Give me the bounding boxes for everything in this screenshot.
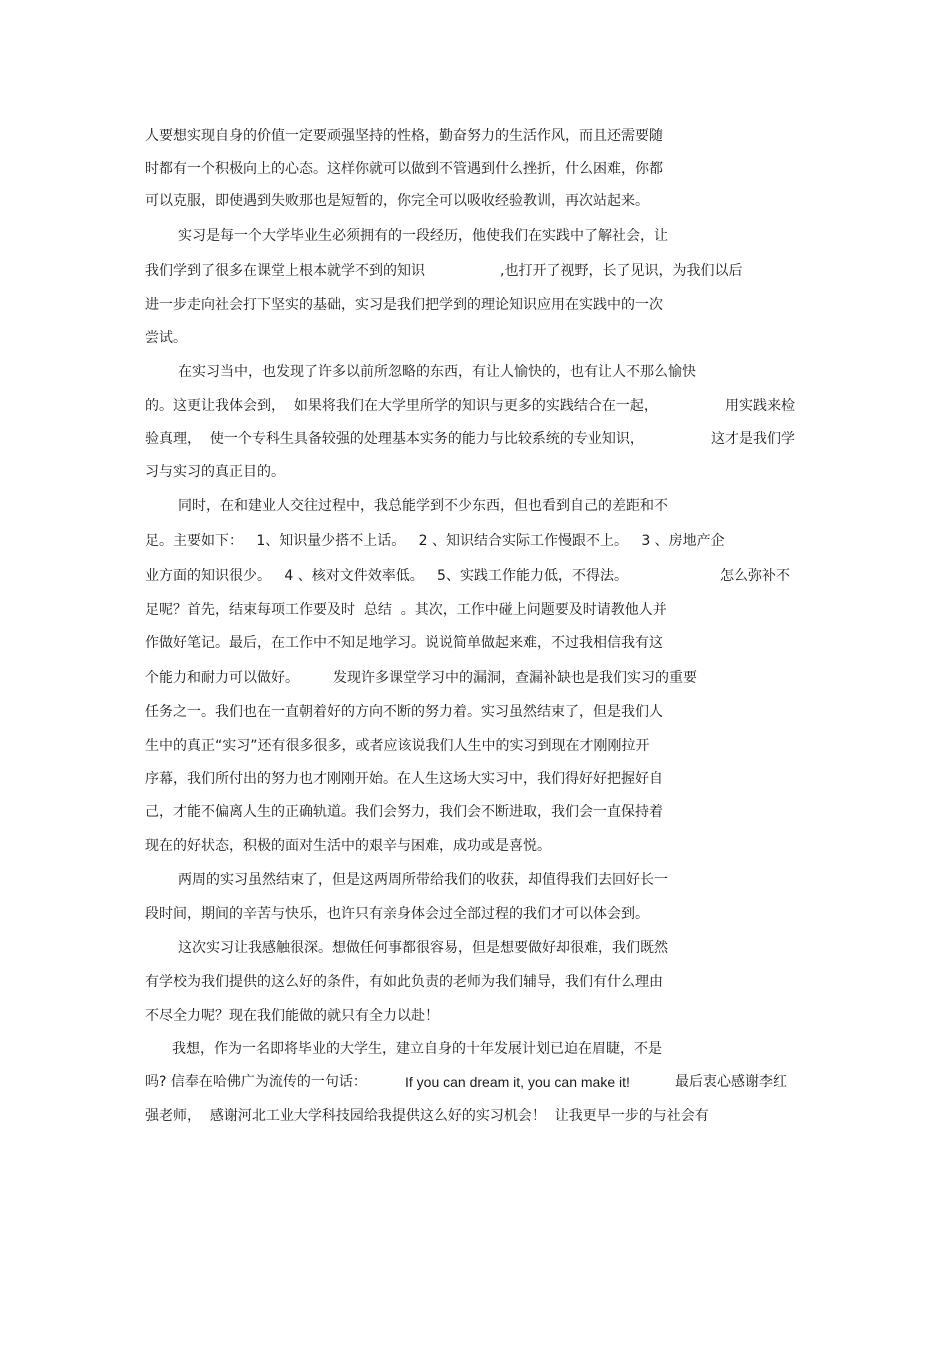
text-line: 己，才能不偏离人生的正确轨道。我们会努力，我们会不断进取，我们会一直保持着 <box>145 804 663 820</box>
paragraph-start-line: 实习是每一个大学毕业生必须拥有的一段经历，他使我们在实践中了解社会，让 <box>178 228 668 244</box>
text-line: 足。主要如下： 1、知识量少搭不上话。 2 、知识结合实际工作慢跟不上。 3 、房地产企 <box>145 533 725 549</box>
text-segment: 这才是我们学 <box>711 431 795 447</box>
text-line: 强老师， 感谢河北工业大学科技园给我提供这么好的实习机会！ 让我更早一步的与社会有 <box>145 1108 709 1124</box>
text-segment: 的。这更让我体会到， 如果将我们在大学里所学的知识与更多的实践结合在一起， <box>145 398 658 414</box>
text-line: 序幕，我们所付出的努力也才刚刚开始。在人生这场大实习中，我们得好好把握好自 <box>145 771 663 787</box>
text-line: 现在的好状态，积极的面对生活中的艰辛与困难，成功或是喜悦。 <box>145 838 551 854</box>
text-segment: ,也打开了视野，长了见识，为我们以后 <box>500 263 743 279</box>
paragraph-start-line: 在实习当中，也发现了许多以前所忽略的东西，有让人愉快的，也有让人不那么愉快 <box>178 364 696 380</box>
text-line: 段时间，期间的辛苦与快乐，也许只有亲身体会过全部过程的我们才可以体会到。 <box>145 906 649 922</box>
text-segment: 最后衷心感谢李红 <box>675 1074 787 1090</box>
text-segment: 吗? 信奉在哈佛广为流传的一句话： <box>145 1074 367 1090</box>
paragraph-start-line: 两周的实习虽然结束了，但是这两周所带给我们的收获，却值得我们去回好长一 <box>178 872 668 888</box>
text-line: 人要想实现自身的价值一定要顽强坚持的性格，勤奋努力的生活作风，而且还需要随 <box>145 128 663 144</box>
text-line: 习与实习的真正目的。 <box>145 464 285 480</box>
paragraph-start-line: 这次实习让我感触很深。想做任何事都很容易，但是想要做好却很难，我们既然 <box>178 940 668 956</box>
text-segment: 发现许多课堂学习中的漏洞，查漏补缺也是我们实习的重要 <box>333 670 697 686</box>
text-line: 足呢？首先，结束每项工作要及时 总结 。其次，工作中碰上问题要及时请教他人并 <box>145 602 667 618</box>
text-line: 尝试。 <box>145 330 187 346</box>
text-segment: 用实践来检 <box>725 398 795 414</box>
paragraph-start-line: 我想，作为一名即将毕业的大学生，建立自身的十年发展计划已迫在眉睫，不是 <box>172 1041 662 1057</box>
text-segment: 个能力和耐力可以做好。 <box>145 670 299 686</box>
text-line: 时都有一个积极向上的心态。这样你就可以做到不管遇到什么挫折，什么困难，你都 <box>145 161 663 177</box>
english-quote: If you can dream it, you can make it! <box>405 1074 630 1090</box>
text-line: 生中的真正“实习”还有很多很多，或者应该说我们人生中的实习到现在才刚刚拉开 <box>145 738 650 754</box>
text-segment: 怎么弥补不 <box>720 568 790 584</box>
text-line: 可以克服，即使遇到失败那也是短暂的，你完全可以吸收经验教训，再次站起来。 <box>145 193 649 209</box>
text-line: 不尽全力呢？现在我们能做的就只有全力以赴！ <box>145 1008 439 1024</box>
text-line: 进一步走向社会打下坚实的基础，实习是我们把学到的理论知识应用在实践中的一次 <box>145 297 663 313</box>
text-segment: 验真理， 使一个专科生具备较强的处理基本实务的能力与比较系统的专业知识， <box>145 431 644 447</box>
text-line: 任务之一。我们也在一直朝着好的方向不断的努力着。实习虽然结束了，但是我们人 <box>145 704 663 720</box>
text-segment: 业方面的知识很少。 4 、核对文件效率低。 5、实践工作能力低，不得法。 <box>145 568 628 584</box>
paragraph-start-line: 同时，在和建业人交往过程中，我总能学到不少东西，但也看到自己的差距和不 <box>178 498 668 514</box>
text-line: 有学校为我们提供的这么好的条件，有如此负责的老师为我们辅导，我们有什么理由 <box>145 974 663 990</box>
text-line: 作做好笔记。最后，在工作中不知足地学习。说说简单做起来难，不过我相信我有这 <box>145 635 663 651</box>
text-segment: 我们学到了很多在课堂上根本就学不到的知识 <box>145 263 425 279</box>
